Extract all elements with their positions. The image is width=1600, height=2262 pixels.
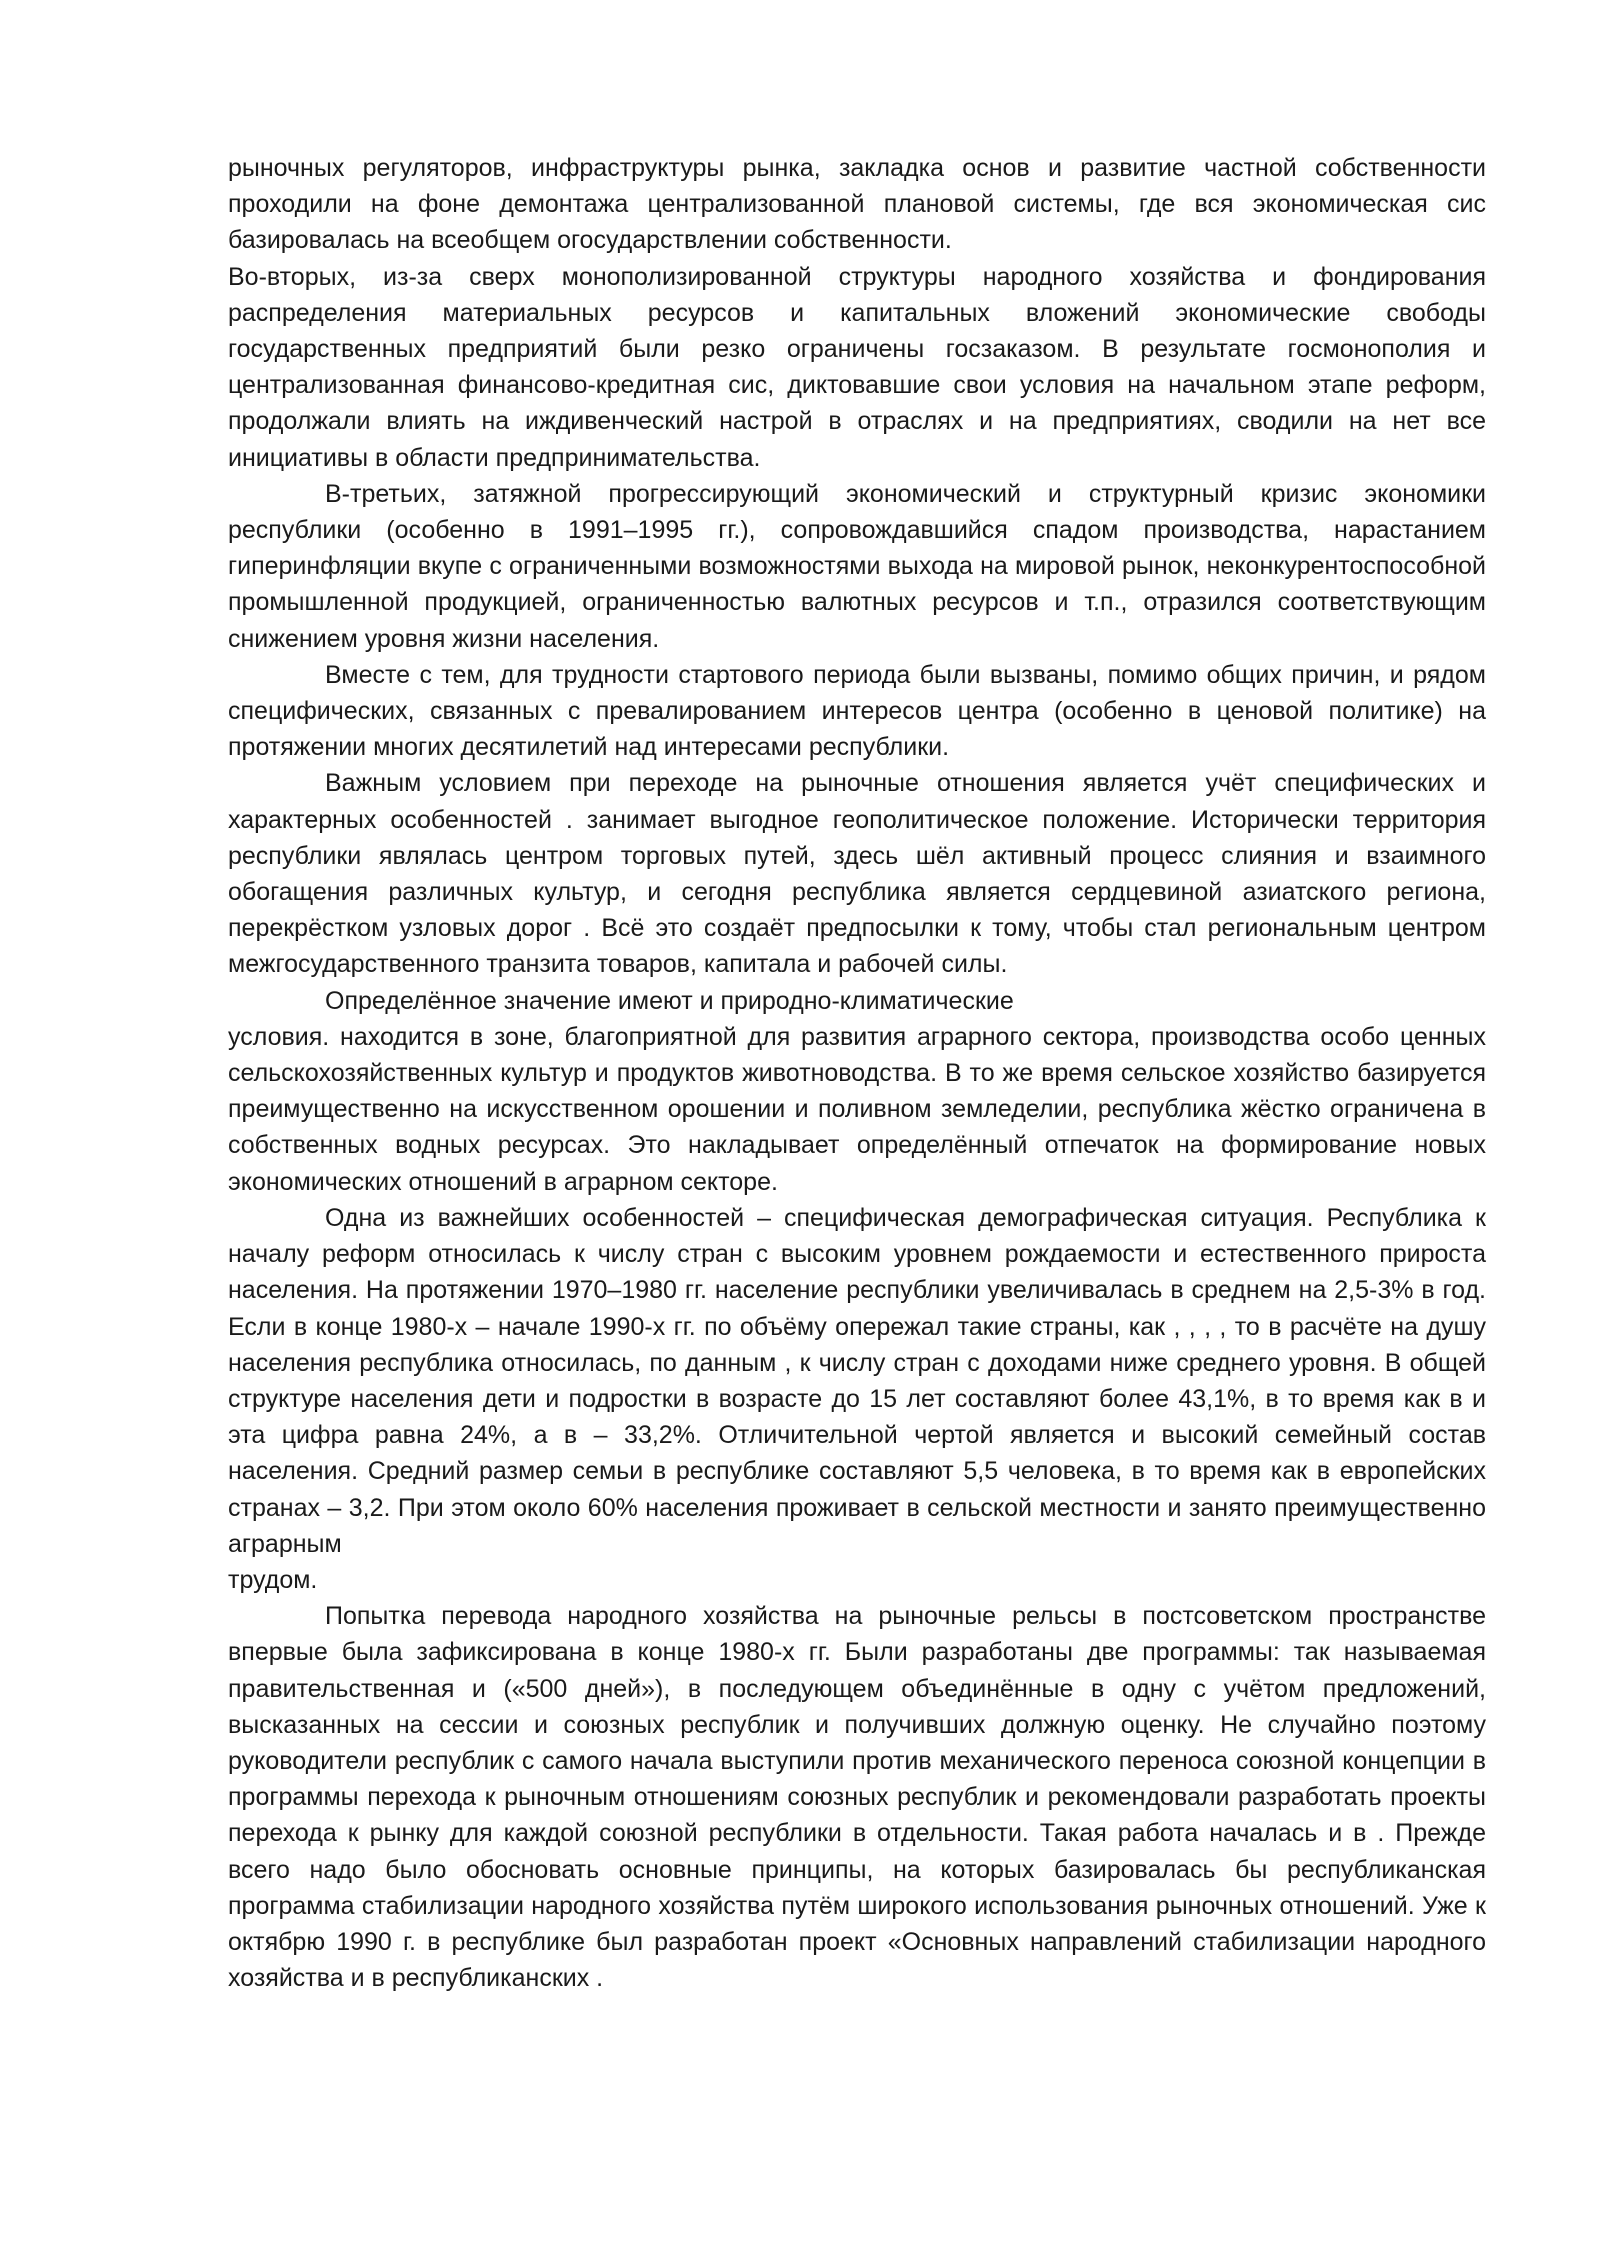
paragraph-9: трудом.: [228, 1565, 318, 1594]
paragraph-1: рыночных регуляторов, инфраструктуры рынка, закладка основ и развитие частной собственности проходили на фоне демонтажа централизованной плановой системы, где вся экономическая сис базировалась на всеобщем огосударствлении собственности.: [228, 154, 1486, 255]
paragraph-3: В-третьих, затяжной прогрессирующий экономический и структурный кризис экономики республики (особенно в 1991–1995 гг.), сопровождавшийся спадом производства, нарастанием гиперинфляции вкупе с ограниченными возможностями выхода на мировой рынок, неконкурентоспособной промышленной продукцией, ограниченностью валютных ресурсов и т.п., отразился соответствующим снижением уровня жизни населения.: [228, 479, 1486, 653]
paragraph-4: Вместе с тем, для трудности стартового периода были вызваны, помимо общих причин, и рядом специфических, связанных с превалированием интересов центра (особенно в ценовой политике) на протяжении многих десятилетий над интересами республики.: [228, 660, 1486, 762]
paragraph-5: Важным условием при переходе на рыночные отношения является учёт специфических и характерных особенностей . занимает выгодное геополитическое положение. Исторически территория республики являлась центром торговых путей, здесь шёл активный процесс слияния и взаимного обогащения различных культур, и сегодня республика является сердцевиной азиатского региона, перекрёстком узловых дорог . Всё это создаёт предпосылки к тому, чтобы стал региональным центром межгосударственного транзита товаров, капитала и рабочей силы.: [228, 769, 1486, 979]
paragraph-2: Во-вторых, из-за сверх монополизированной структуры народного хозяйства и фондирования распределения материальных ресурсов и капитальных вложений экономические свободы государственных предприятий были резко ограничены госзаказом. В результате госмонополия и централизованная финансово-кредитная сис, диктовавшие свои условия на начальном этапе реформ, продолжали влиять на иждивенческий настрой в отраслях и на предприятиях, сводили на нет все инициативы в области предпринимательства.: [228, 262, 1486, 472]
paragraph-6: Определённое значение имеют и природно-климатические: [325, 986, 1014, 1015]
paragraph-8: Одна из важнейших особенностей – специфическая демографическая ситуация. Республика к началу реформ относилась к числу стран с высоким уровнем рождаемости и естественного прироста населения. На протяжении 1970–1980 гг. население республики увеличивалась в среднем на 2,5-3% в год. Если в конце 1980-х – начале 1990-х гг. по объёму опережал такие страны, как , , , , то в расчёте на душу населения республика относилась, по данным , к числу стран с доходами ниже среднего уровня. В общей структуре населения дети и подростки в возрасте до 15 лет составляют более 43,1%, в то время как в и эта цифра равна 24%, а в – 33,2%. Отличительной чертой является и высокий семейный состав населения. Средний размер семьи в республике составляют 5,5 человека, в то время как в европейских странах – 3,2. При этом около 60% населения проживает в сельской местности и занято преимущественно аграрным: [228, 1203, 1486, 1558]
document-body: [228, 150, 1486, 1996]
paragraph-10: Попытка перевода народного хозяйства на рыночные рельсы в постсоветском пространстве впервые была зафиксирована в конце 1980-х гг. Были разработаны две программы: так называемая правительственная и («500 дней»), в последующем объединённые в одну с учётом предложений, высказанных на сессии и союзных республик и получивших должную оценку. Не случайно поэтому руководители республик с самого начала выступили против механического переноса союзной концепции в программы перехода к рыночным отношениям союзных республик и рекомендовали разработать проекты перехода к рынку для каждой союзной республики в отдельности. Такая работа началась и в . Прежде всего надо было обосновать основные принципы, на которых базировалась бы республиканская программа стабилизации народного хозяйства путём широкого использования рыночных отношений. Уже к октябрю 1990 г. в республике был разработан проект «Основных направлений стабилизации народного хозяйства и в республиканских .: [228, 1602, 1486, 1993]
paragraph-7: условия. находится в зоне, благоприятной для развития аграрного сектора, производства особо ценных сельскохозяйственных культур и продуктов животноводства. В то же время сельское хозяйство базируется преимущественно на искусственном орошении и поливном земледелии, республика жёстко ограничена в собственных водных ресурсах. Это накладывает определённый отпечаток на формирование новых экономических отношений в аграрном секторе.: [228, 1022, 1486, 1196]
